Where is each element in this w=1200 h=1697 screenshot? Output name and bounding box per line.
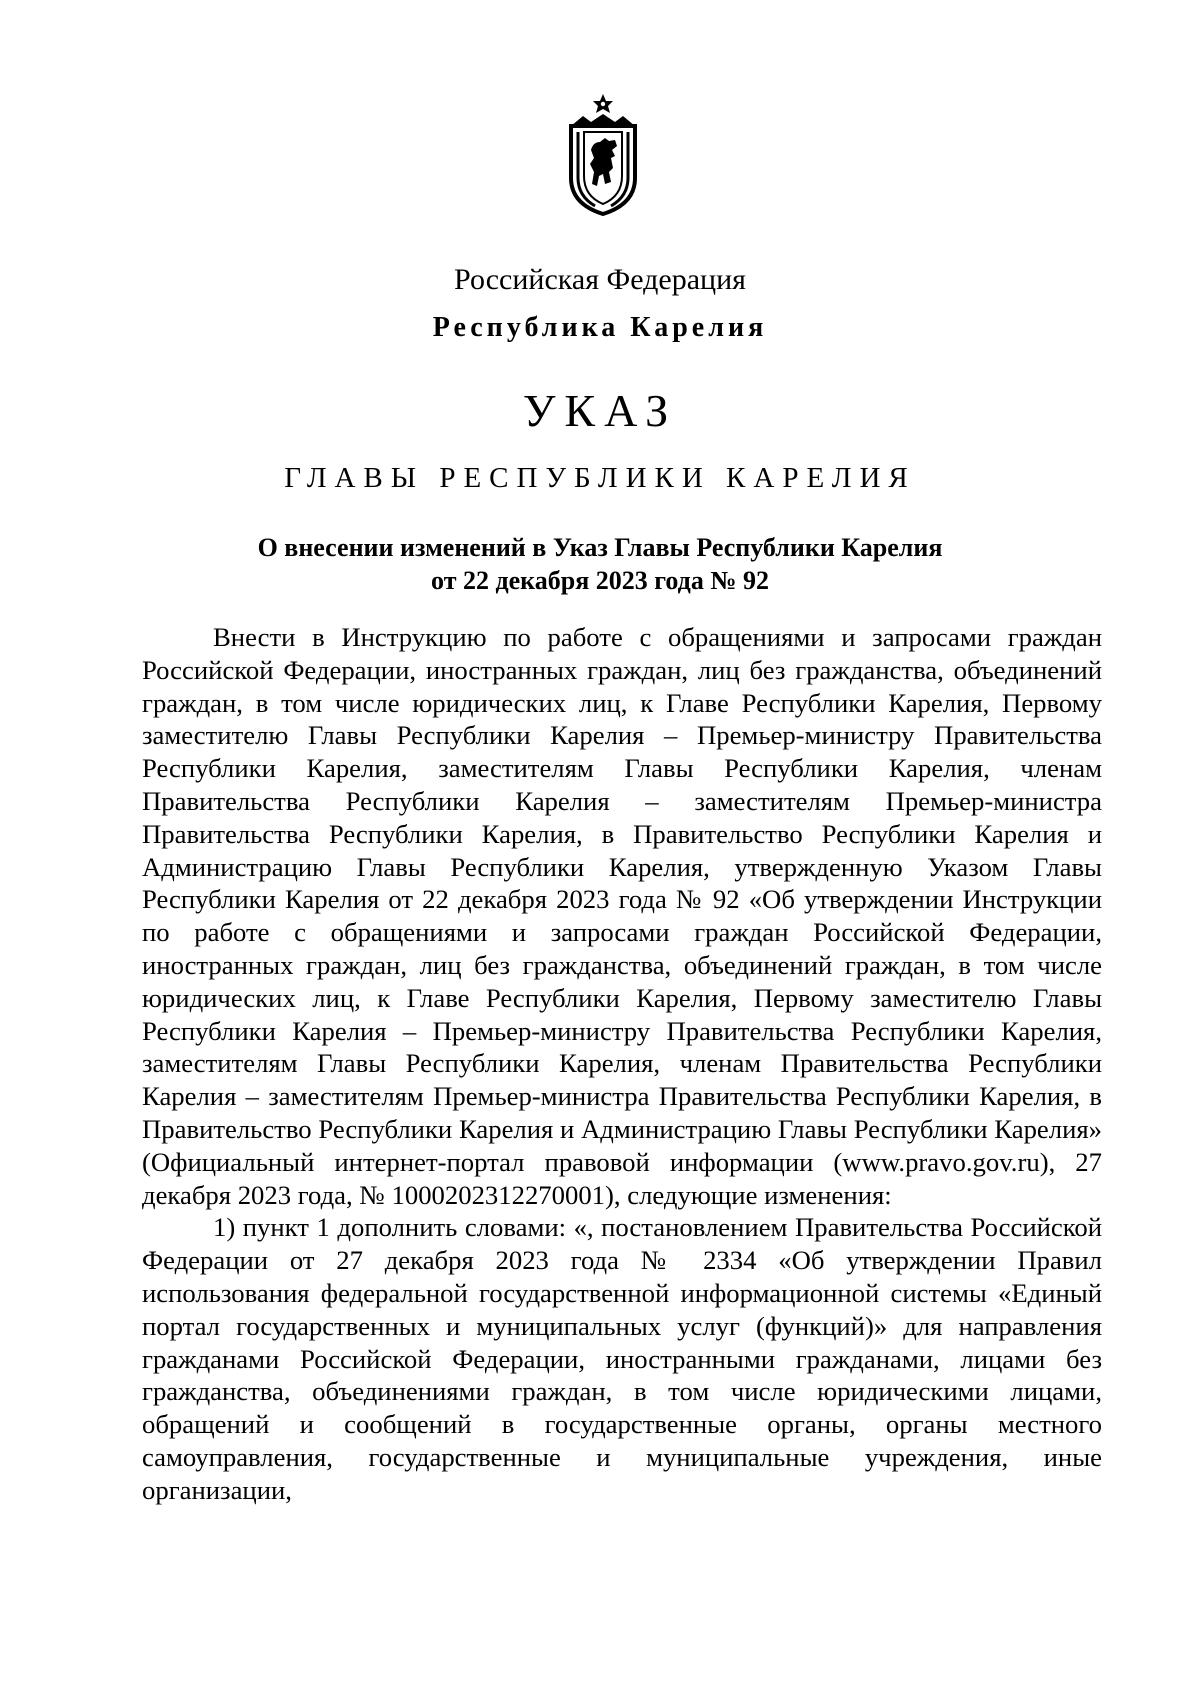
republic-name: Республика Карелия [432,312,768,343]
document-title [0,531,1200,597]
document-type: УКАЗ [522,385,678,436]
coat-of-arms-icon [565,92,641,216]
country-name: Российская Федерация [454,263,746,296]
document-body [142,621,1102,1507]
body-paragraph-2: 1) пункт 1 дополнить словами: «, постановлением Правительства Российской Федерации от 27 декабря 2023 года № 2334 «Об утверждении Правил использования федеральной государственной информационной системы «Единый портал государственных и муниципальных услуг (функций)» для направления гражданами Российской Федерации, иностранными гражданами, лицами без гражданства, объединениями граждан, в том числе юридическими лицами, обращений и сообщений в государственные органы, органы местного самоуправления, государственные и муниципальные учреждения, иные организации, [142,1212,1102,1505]
document-issuer: ГЛАВЫ РЕСПУБЛИКИ КАРЕЛИЯ [284,462,916,494]
body-paragraph-1: Внести в Инструкцию по работе с обращениями и запросами граждан Российской Федерации, иностранных граждан, лиц без гражданства, объединений граждан, в том числе юридических лиц, к Главе Республики Карелия, Первому заместителю Главы Республики Карелия – Премьер-министру Правительства Республики Карелия, заместителям Главы Республики Карелия, членам Правительства Республики Карелия – заместителям Премьер-министра Правительства Республики Карелия, в Правительство Республики Карелия и Администрацию Главы Республики Карелия, утвержденную Указом Главы Республики Карелия от 22 декабря 2023 года № 92 «Об утверждении Инструкции по работе с обращениями и запросами граждан Российской Федерации, иностранных граждан, лиц без гражданства, объединений граждан, в том числе юридических лиц, к Главе Республики Карелия, Первому заместителю Главы Республики Карелия – Премьер-министру Правительства Республики Карелия, заместителям Главы Республики Карелия, членам Правительства Республики Карелия – заместителям Премьер-министра Правительства Республики Карелия, в Правительство Республики Карелия и Администрацию Главы Республики Карелия» (Официальный интернет-портал правовой информации (www.pravo.gov.ru), 27 декабря 2023 года, № 1000202312270001), следующие изменения: [142,622,1102,1210]
document-title-line-2: от 22 декабря 2023 года № 92 [431,566,769,595]
document-title-line-1: О внесении изменений в Указ Главы Республики Карелия [257,533,943,562]
